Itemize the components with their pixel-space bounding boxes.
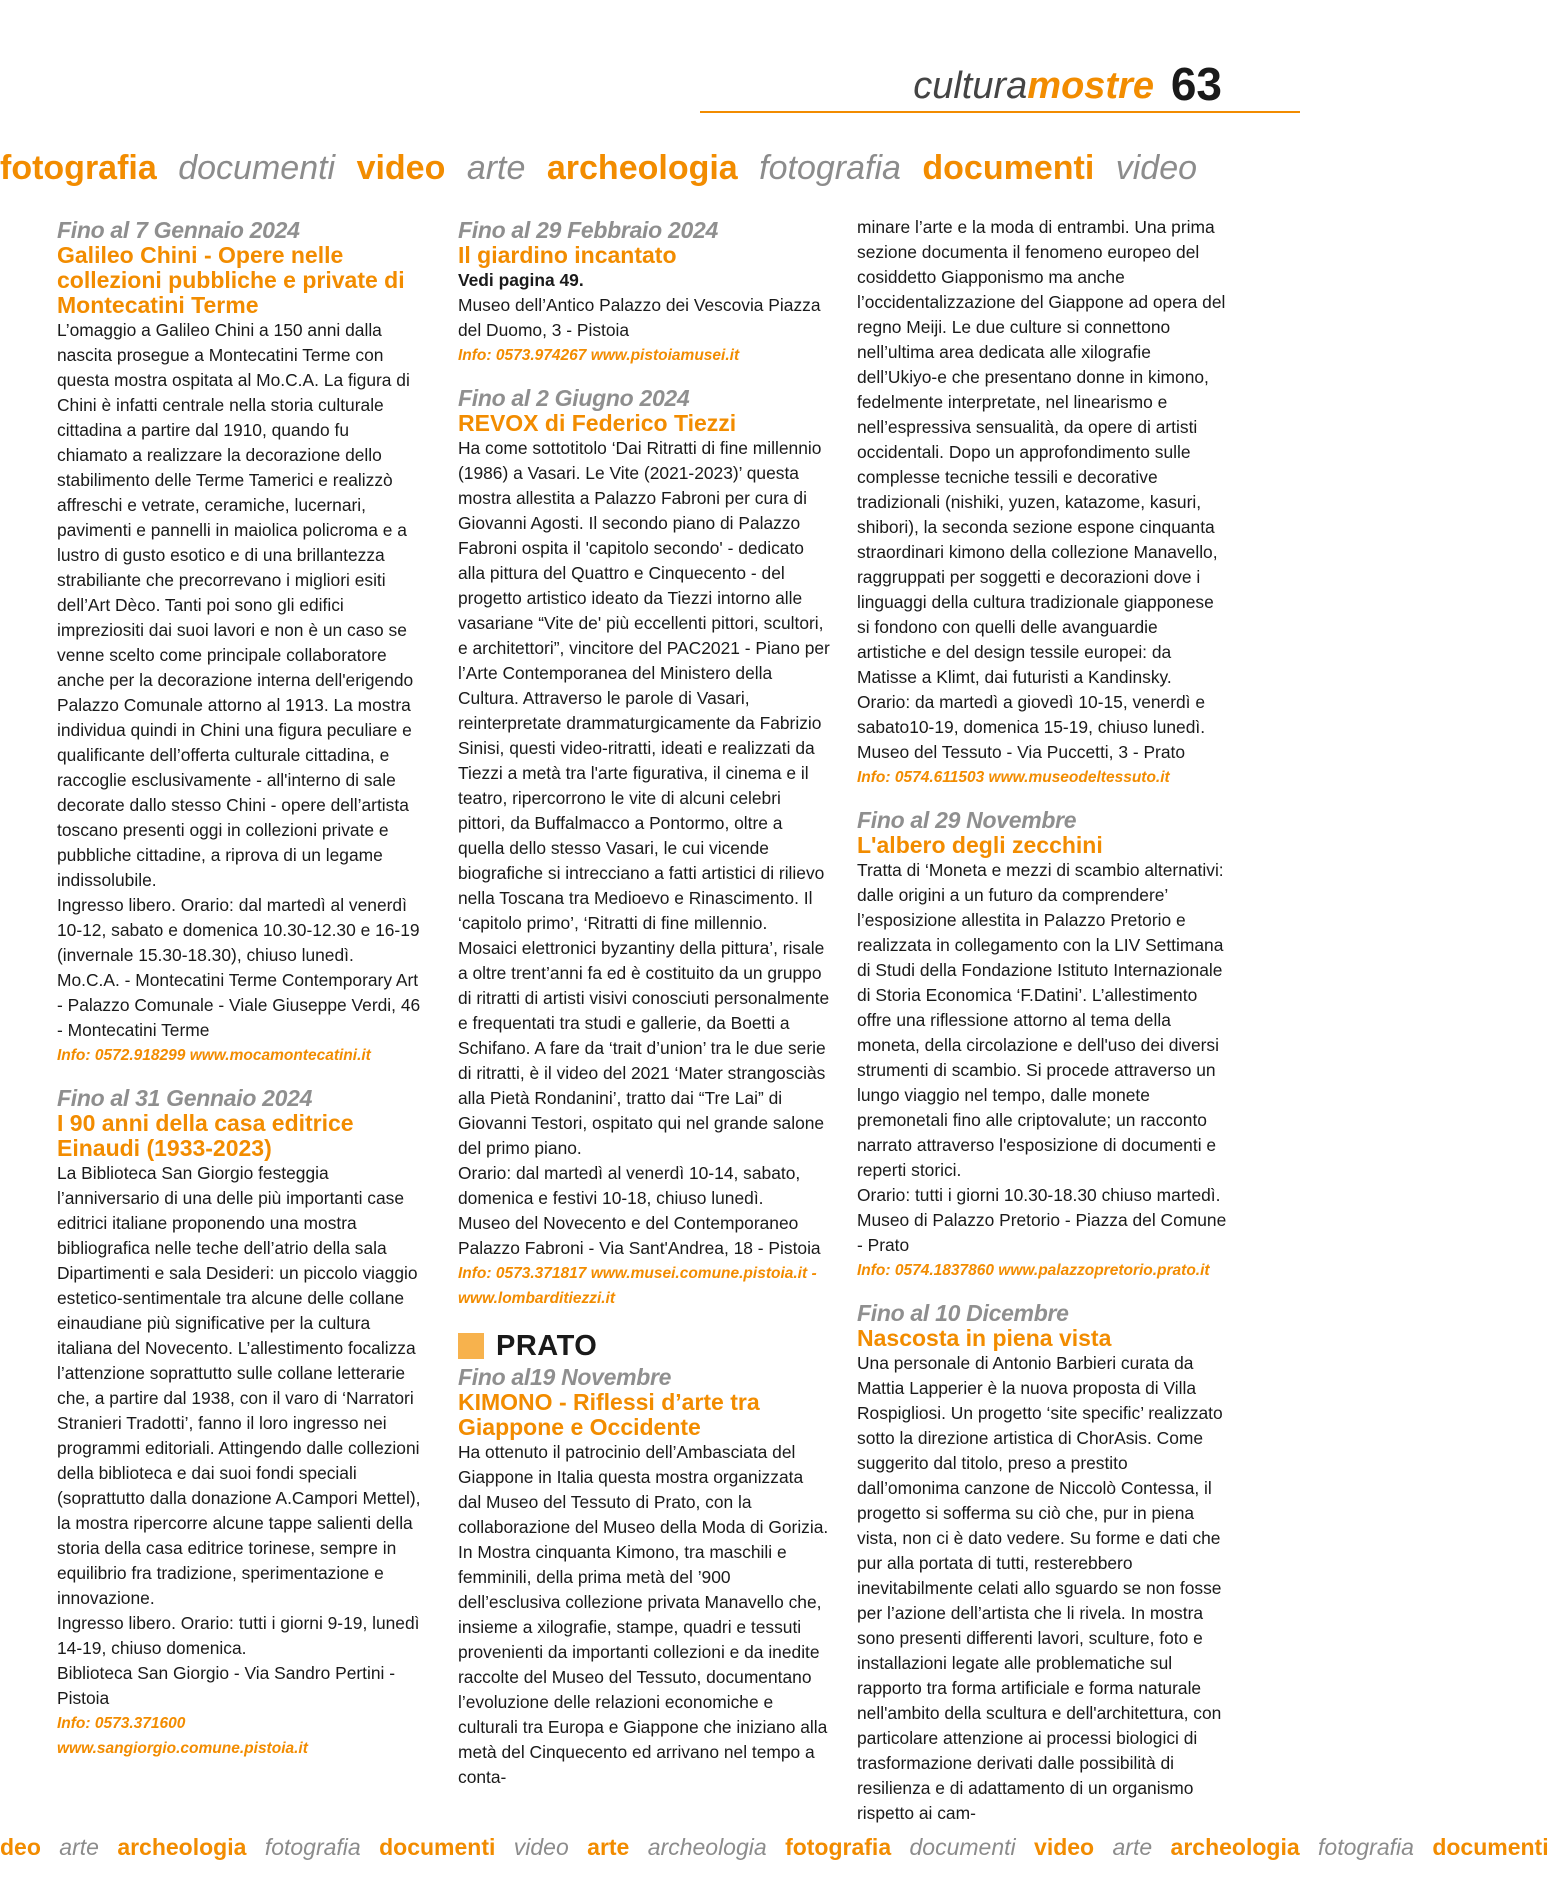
event-venue: Museo di Palazzo Pretorio - Piazza del Comune - Prato xyxy=(857,1210,1227,1255)
event-body: Una personale di Antonio Barbieri curata da Mattia Lapperier è la nuova proposta di Villa Rospigliosi. Un progetto ‘site specific’ realizzato sotto la direzione artistica di ChorAsis. Come suggerito dal titolo, preso a prestito dall’omonima canzone de Niccolò Contessa, il progetto si sofferma su ciò che, pur in piena vista, non ci è dato vedere. Su forme e dati che pur alla portata di tutti, resterebbero inevitabilmente celati allo sguardo se non fosse per l’azione dell’artista che li rivela. In mostra sono presenti differenti lavori, sculture, foto e installazioni legate alle problematiche sul rapporto tra forma artificiale e forma naturale nell'ambito della scultura e dell'architettura, con particolare attenzione ai processi biologici di trasformazione derivati dalle possibilità di resilienza e di adattamento di un organismo rispetto ai cam- xyxy=(857,1353,1223,1823)
event-hours: Orario: dal martedì al venerdì 10-14, sabato, domenica e festivi 10-18, chiuso lunedì. xyxy=(458,1163,801,1208)
band-word: fotografia xyxy=(264,1834,361,1860)
event-venue: Mo.C.A. - Montecatini Terme Contemporary Art - Palazzo Comunale - Viale Giuseppe Verdi, 46 - Montecatini Terme xyxy=(57,970,421,1040)
event-title: L'albero degli zecchini xyxy=(857,832,1103,858)
event-body: Tratta di ‘Moneta e mezzi di scambio alternativi: dalle origini a un futuro da comprendere’ l’esposizione allestita in Palazzo Pretorio e realizzata in collegamento con la LIV Settimana di Studi della Fondazione Istituto Internazionale di Storia Economica ‘F.Datini’. L’allestimento offre una riflessione attorno al tema della moneta, della circolazione e dell'uso dei diversi strumenti di scambio. Si procede attraverso un lungo viaggio nel tempo, dalle monete premonetali fino alle criptovalute; un racconto narrato attraverso l'esposizione di documenti e reperti storici. xyxy=(857,860,1224,1180)
section-label-bold: mostre xyxy=(1027,65,1154,107)
event-body: L’omaggio a Galileo Chini a 150 anni dalla nascita prosegue a Montecatini Terme con questa mostra ospitata al Mo.C.A. La figura di Chini è infatti centrale nella storia culturale cittadina a partire dal 1910, quando fu chiamato a realizzare la decorazione dello stabilimento delle Terme Tamerici e realizzò affreschi e vetrate, ceramiche, lucernari, pavimenti e pannelli in maiolica policroma e a lustro di gusto esotico e di una brillantezza strabiliante che precorrevano i migliori esiti dell’Art Dèco. Tanti poi sono gli edifici impreziositi dai suoi lavori e non è un caso se venne scelto come principale collaboratore anche per la decorazione interna dell'erigendo Palazzo Comunale attorno al 1913. La mostra individua quindi in Chini una figura peculiare e qualificante dell’offerta culturale cittadina, e raccoglie esclusivamente - all'interno di sale decorate dallo stesso Chini - opere dell’artista toscano presenti oggi in collezioni private e pubbliche cittadine, a riprova di un legame indissolubile. xyxy=(57,320,414,890)
page-number: 63 xyxy=(1170,58,1222,110)
band-word: arte xyxy=(1112,1834,1153,1860)
band-word: documenti xyxy=(909,1834,1016,1860)
band-word: arte xyxy=(587,1834,630,1860)
event-title: KIMONO - Riflessi d’arte tra Giappone e Occidente xyxy=(458,1389,760,1440)
event-info-link[interactable]: Info: 0574.611503 www.museodeltessuto.it xyxy=(857,769,1170,786)
region-label: PRATO xyxy=(496,1329,598,1362)
band-word: fotografia xyxy=(759,149,901,187)
event-date: Fino al19 Novembre xyxy=(458,1364,672,1390)
bottom-keyword-band xyxy=(0,1830,1549,1864)
band-word: archeologia xyxy=(1170,1834,1300,1860)
event-date: Fino al 10 Dicembre xyxy=(857,1300,1069,1326)
event-hours: Orario: tutti i giorni 10.30-18.30 chiuso martedì. xyxy=(857,1185,1221,1205)
event-venue: Museo dell’Antico Palazzo dei Vescovia Piazza del Duomo, 3 - Pistoia xyxy=(458,295,821,340)
event-date: Fino al 29 Novembre xyxy=(857,807,1077,833)
event-info-link[interactable]: Info: 0574.1837860 www.palazzopretorio.prato.it xyxy=(857,1262,1210,1279)
event-info-link[interactable]: Info: 0572.918299 www.mocamontecatini.it xyxy=(57,1047,371,1064)
band-word: arte xyxy=(59,1834,99,1860)
band-word: deo xyxy=(0,1834,41,1860)
region-square-icon xyxy=(458,1333,484,1359)
event-info-link[interactable]: Info: 0573.371817 www.musei.comune.pistoia.it - www.lombarditiezzi.it xyxy=(458,1265,817,1307)
band-word: documenti xyxy=(1432,1834,1549,1860)
band-word: video xyxy=(1034,1834,1095,1860)
event-venue: Museo del Novecento e del Contemporaneo Palazzo Fabroni - Via Sant'Andrea, 18 - Pistoia xyxy=(458,1213,821,1258)
band-word: arte xyxy=(466,149,526,187)
band-word: fotografia xyxy=(785,1834,892,1860)
band-word: archeologia xyxy=(647,1834,767,1860)
event-date: Fino al 29 Febbraio 2024 xyxy=(458,217,718,243)
page-header xyxy=(700,55,1300,113)
event-hours: Ingresso libero. Orario: tutti i giorni 9-19, lunedì 14-19, chiuso domenica. xyxy=(57,1613,420,1658)
event-date: Fino al 2 Giugno 2024 xyxy=(458,385,690,411)
section-label xyxy=(913,65,1154,108)
event-date: Fino al 31 Gennaio 2024 xyxy=(57,1085,313,1111)
region-heading xyxy=(458,1329,830,1362)
column-3 xyxy=(857,215,1227,1826)
event-info-link[interactable]: Info: 0573.974267 www.pistoiamusei.it xyxy=(458,347,740,364)
event-info-link[interactable]: Info: 0573.371600 www.sangiorgio.comune.pistoia.it xyxy=(57,1715,308,1757)
event-title: REVOX di Federico Tiezzi xyxy=(458,410,737,436)
band-word: video xyxy=(356,149,446,187)
band-word: video xyxy=(513,1834,569,1860)
band-word: documenti xyxy=(178,149,336,187)
event-body-continued: minare l’arte e la moda di entrambi. Una prima sezione documenta il fenomeno europeo del cosiddetto Giapponismo ma anche l’occidentalizzazione del Giappone ad opera del regno Meiji. Le due culture si connettono nell’ultima area dedicata alle xilografie dell’Ukiyo-e che presentano donne in kimono, fedelmente interpretate, nel linearismo e nell’espressiva sensualità, da opere di artisti occidentali. Dopo un approfondimento sulle complesse tecniche tessili e decorative tradizionali (nishiki, yuzen, katazome, kasuri, shibori), la seconda sezione espone cinquanta straordinari kimono della collezione Manavello, raggruppati per soggetti e decorazioni dove i linguaggi della cultura tradizionale giapponese si fondono con quelli delle avanguardie artistiche e del design tessile europei: da Matisse a Klimt, dai futuristi a Kandinsky. xyxy=(857,217,1226,687)
event-hours: Ingresso libero. Orario: dal martedì al venerdì 10-12, sabato e domenica 10.30-12.30 e 16-19 (invernale 15.30-18.30), chiuso lunedì. xyxy=(57,895,420,965)
event-body: Ha ottenuto il patrocinio dell’Ambasciata del Giappone in Italia questa mostra organizzata dal Museo del Tessuto di Prato, con la collaborazione del Museo della Moda di Gorizia. In Mostra cinquanta Kimono, tra maschili e femminili, della prima metà del ’900 dell’esclusiva collezione privata Manavello che, insieme a xilografie, stampe, quadri e tessuti provenienti da importanti collezioni e da inedite raccolte del Museo del Tessuto, documentano l’evoluzione delle relazioni economiche e culturali tra Europa e Giappone che iniziano alla metà del Cinquecento ed arrivano nel tempo a conta- xyxy=(458,1442,829,1787)
event-venue: Biblioteca San Giorgio - Via Sandro Pertini - Pistoia xyxy=(57,1663,396,1708)
band-word: archeologia xyxy=(546,149,738,187)
column-2 xyxy=(458,218,830,1790)
event-body: Ha come sottotitolo ‘Dai Ritratti di fine millennio (1986) a Vasari. Le Vite (2021-2023)’ questa mostra allestita a Palazzo Fabroni per cura di Giovanni Agosti. Il secondo piano di Palazzo Fabroni ospita il 'capitolo secondo' - dedicato alla pittura del Quattro e Cinquecento - del progetto artistico ideato da Tiezzi intorno alle vasariane “Vite de' più eccellenti pittori, scultori, e architettori”, vincitore del PAC2021 - Piano per l’Arte Contemporanea del Ministero della Cultura. Attraverso le parole di Vasari, reinterpretate drammaturgicamente da Fabrizio Sinisi, questi video-ritratti, ideati e realizzati da Tiezzi a metà tra l'arte figurativa, il cinema e il teatro, ripercorrono le vite di alcuni celebri pittori, da Buffalmacco a Pontormo, oltre a quella dello stesso Vasari, le cui vicende biografiche si intrecciano a fatti artistici di rilievo nella Toscana tra Medioevo e Rinascimento. Il ‘capitolo primo’, ‘Ritratti di fine millennio. Mosaici elettronici byzantiny della pittura’, risale a oltre trent’anni fa ed è costituito da un gruppo di ritratti di artisti visivi conosciuti personalmente e frequentati tra studi e gallerie, da Boetti a Schifano. A fare da ‘trait d’union’ tra le due serie di ritratti, è il video del 2021 ‘Mater strangosciàs alla Pietà Rondanini’, tratto dai “Tre Lai” di Giovanni Testori, ospitato qui nel grande salone del primo piano. xyxy=(458,438,830,1158)
top-keyword-band xyxy=(0,145,1300,191)
band-word: documenti xyxy=(379,1834,496,1860)
header-rule xyxy=(700,111,1300,113)
event-hours: Orario: da martedì a giovedì 10-15, venerdì e sabato10-19, domenica 15-19, chiuso lunedì. xyxy=(857,692,1206,737)
band-word: fotografia xyxy=(0,149,157,187)
event-body: La Biblioteca San Giorgio festeggia l’anniversario di una delle più importanti case editrici italiane proponendo una mostra bibliografica nelle teche dell’atrio della sala Dipartimenti e sala Desideri: un piccolo viaggio estetico-sentimentale tra alcune delle collane einaudiane più significative per la cultura italiana del Novecento. L’allestimento focalizza l’attenzione soprattutto sulle collane letterarie che, a partire dal 1938, con il varo di ‘Narratori Stranieri Tradotti’, fanno il loro ingresso nei programmi editoriali. Attingendo dalle collezioni della biblioteca e dai suoi fondi speciali (soprattutto dalla donazione A.Campori Mettel), la mostra ripercorre alcune tappe salienti della storia della casa editrice torinese, sempre in equilibrio fra tradizione, sperimentazione e innovazione. xyxy=(57,1163,421,1608)
section-label-light: cultura xyxy=(913,65,1028,107)
band-word: video xyxy=(1115,149,1198,187)
event-title: Galileo Chini - Opere nelle collezioni pubbliche e private di Montecatini Terme xyxy=(57,242,405,318)
event-title: Nascosta in piena vista xyxy=(857,1325,1112,1351)
event-venue: Museo del Tessuto - Via Puccetti, 3 - Prato xyxy=(857,742,1186,762)
band-word: archeologia xyxy=(117,1834,247,1860)
event-title: I 90 anni della casa editrice Einaudi (1933-2023) xyxy=(57,1110,354,1161)
band-word: documenti xyxy=(922,149,1095,187)
band-word: fotografia xyxy=(1318,1834,1414,1860)
event-title: Il giardino incantato xyxy=(458,242,677,268)
column-1 xyxy=(57,218,424,1761)
event-date: Fino al 7 Gennaio 2024 xyxy=(57,217,300,243)
event-see-page: Vedi pagina 49. xyxy=(458,270,584,290)
